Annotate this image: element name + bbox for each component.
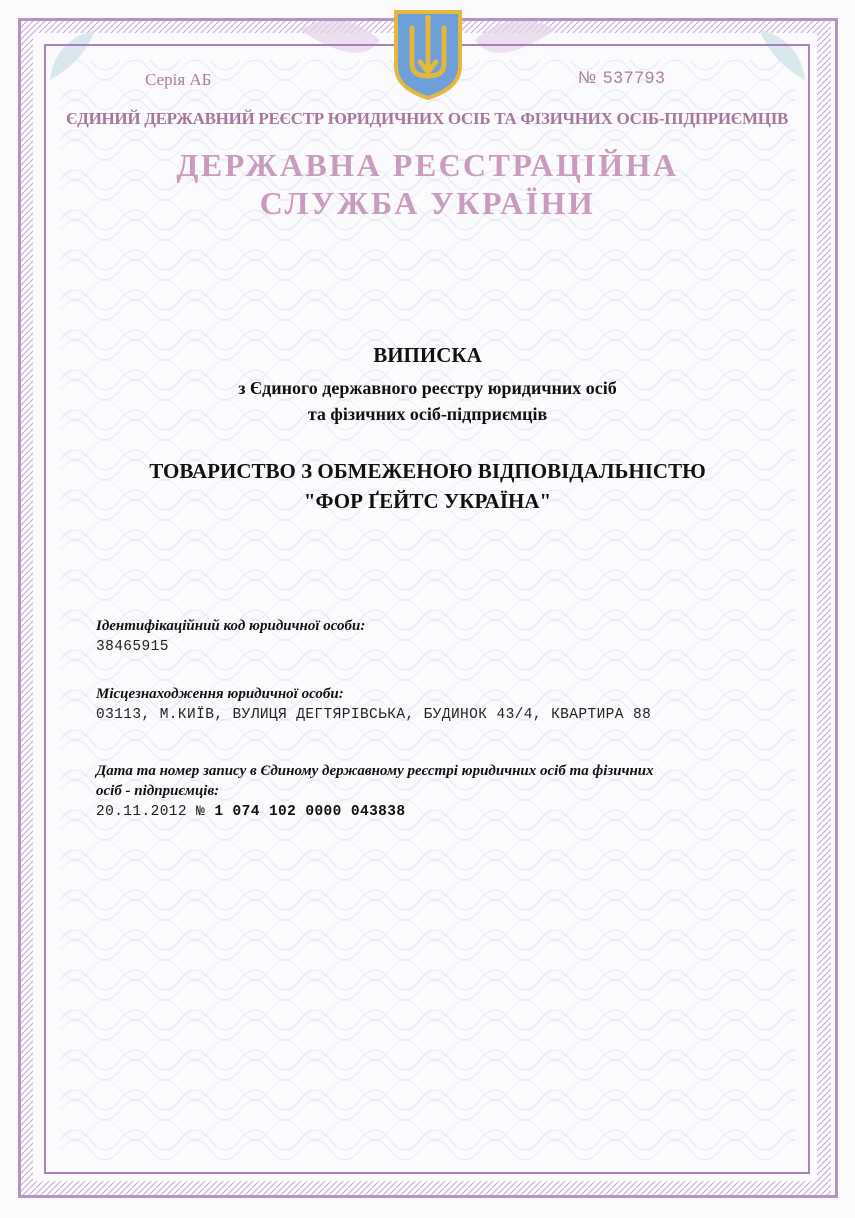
id-code-label: Ідентифікаційний код юридичної особи: <box>96 618 366 634</box>
record-label-line1: Дата та номер запису в Єдиному державному реєстрі юридичних осіб та фізичних <box>96 763 654 779</box>
company-name <box>0 456 855 516</box>
record-value <box>96 804 405 820</box>
document-title: ВИПИСКА <box>373 343 482 367</box>
record-number: 1 074 102 0000 043838 <box>214 804 406 820</box>
subtitle-line2: та фізичних осіб-підприємців <box>307 404 548 424</box>
series-label: Серія АБ <box>145 70 212 89</box>
service-heading <box>0 146 855 222</box>
trident-coat-of-arms-icon <box>390 6 466 102</box>
subtitle-line1: з Єдиного державного реєстру юридичних осіб <box>238 378 617 398</box>
location-label: Місцезнаходження юридичної особи: <box>96 686 344 702</box>
record-date: 20.11.2012 <box>96 804 188 820</box>
location-value: 03113, М.КИЇВ, ВУЛИЦЯ ДЕГТЯРІВСЬКА, БУДИНОК 43/4, КВАРТИРА 88 <box>96 707 652 723</box>
document-subtitle <box>0 375 855 427</box>
record-label-line2: осіб - підприємців: <box>96 783 220 799</box>
service-heading-line1: ДЕРЖАВНА РЕЄСТРАЦІЙНА <box>176 147 679 183</box>
service-heading-line2: СЛУЖБА УКРАЇНИ <box>259 185 596 221</box>
certificate-number: № 537793 <box>578 68 666 87</box>
company-name-line1: ТОВАРИСТВО З ОБМЕЖЕНОЮ ВІДПОВІДАЛЬНІСТЮ <box>149 459 706 483</box>
company-name-line2: "ФОР ҐЕЙТС УКРАЇНА" <box>303 489 552 513</box>
id-code-value: 38465915 <box>96 639 169 655</box>
record-number-sign: № <box>196 804 206 820</box>
registry-heading: ЄДИНИЙ ДЕРЖАВНИЙ РЕЄСТР ЮРИДИЧНИХ ОСІБ ТА ФІЗИЧНИХ ОСІБ-ПІДПРИЄМЦІВ <box>65 109 789 128</box>
